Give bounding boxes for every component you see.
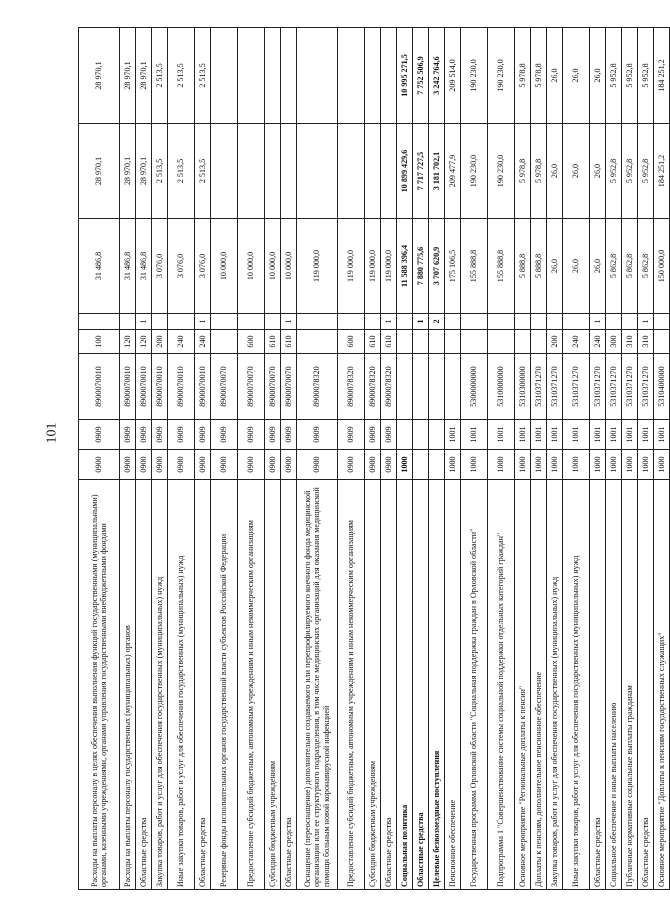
funding-source-cell: 1 (136, 314, 152, 330)
expense-type-cell: 610 (281, 330, 297, 354)
target-article-cell: 8900070010 (120, 354, 136, 420)
amount-year1-cell: 5 888,8 (515, 219, 531, 314)
row-name-cell: Государственная программа Орловской области "Социальная поддержка граждан в Орловской области" (461, 480, 488, 890)
row-name-cell: Иные закупки товаров, работ и услуг для обеспечения государственных (муниципальных) нужд (563, 480, 590, 890)
ministry-code-cell: 1000 (622, 450, 638, 480)
expense-type-cell: 240 (168, 330, 195, 354)
target-article-cell: 8900070010 (136, 354, 152, 420)
amount-year3-cell: 10 995 271,5 (397, 28, 413, 124)
budget-table (78, 27, 670, 890)
target-article-cell: 8900070010 (168, 354, 195, 420)
target-article-cell: 8900070010 (195, 354, 211, 420)
row-name-cell: Иные закупки товаров, работ и услуг для обеспечения государственных (муниципальных) нужд (168, 480, 195, 890)
ministry-code-cell: 0900 (79, 450, 120, 480)
target-article-cell: 8900078320 (338, 354, 365, 420)
ministry-code-cell: 0900 (136, 450, 152, 480)
funding-source-cell (547, 314, 563, 330)
expense-type-cell (413, 330, 429, 354)
amount-year1-cell: 26,0 (563, 219, 590, 314)
table-row (461, 28, 488, 890)
amount-year3-cell: 184 251,2 (654, 28, 670, 124)
amount-year3-cell: 2 513,5 (168, 28, 195, 124)
expense-type-cell (445, 330, 461, 354)
amount-year1-cell: 10 000,0 (265, 219, 281, 314)
row-name-cell: Закупка товаров, работ и услуг для обеспечения государственных (муниципальных) нужд (547, 480, 563, 890)
expense-type-cell (531, 330, 547, 354)
ministry-code-cell: 1000 (547, 450, 563, 480)
ministry-code-cell (429, 450, 445, 480)
amount-year3-cell: 26,0 (590, 28, 606, 124)
target-article-cell: 5310400000 (654, 354, 670, 420)
amount-year3-cell (238, 28, 265, 124)
row-name-cell: Социальное обеспечение и иные выплаты населению (606, 480, 622, 890)
row-name-cell: Предоставление субсидий бюджетным, автономным учреждениям и иным некоммерческим организациям (338, 480, 365, 890)
amount-year2-cell: 28 970,1 (136, 124, 152, 219)
table-row (152, 28, 168, 890)
funding-source-cell (515, 314, 531, 330)
ministry-code-cell: 1000 (461, 450, 488, 480)
section-code-cell: 1001 (515, 420, 531, 450)
funding-source-cell: 1 (381, 314, 397, 330)
ministry-code-cell: 0900 (265, 450, 281, 480)
amount-year1-cell: 11 588 396,4 (397, 219, 413, 314)
target-article-cell: 8900078320 (381, 354, 397, 420)
expense-type-cell: 610 (265, 330, 281, 354)
table-row (590, 28, 606, 890)
funding-source-cell (365, 314, 381, 330)
ministry-code-cell: 0900 (238, 450, 265, 480)
table-row (365, 28, 381, 890)
row-name-cell: Предоставление субсидий бюджетным, автономным учреждениям и иным некоммерческим организациям (238, 480, 265, 890)
amount-year3-cell: 7 752 506,9 (413, 28, 429, 124)
section-code-cell: 0909 (381, 420, 397, 450)
row-name-cell: Оснащение (переоснащение) дополнительно создаваемого или перепрофилируемого коечного фонда медицинской организации или ее структурного подразделения, в том числе медицинских организаций для оказания медицинской помощи больным новой коронавирусной инфекцией (297, 480, 338, 890)
target-article-cell: 8900070070 (238, 354, 265, 420)
amount-year1-cell: 31 486,8 (136, 219, 152, 314)
amount-year3-cell: 190 230,0 (461, 28, 488, 124)
table-row (563, 28, 590, 890)
expense-type-cell: 310 (638, 330, 654, 354)
amount-year2-cell: 5 952,8 (622, 124, 638, 219)
amount-year3-cell: 28 970,1 (120, 28, 136, 124)
section-code-cell: 0909 (136, 420, 152, 450)
expense-type-cell: 120 (136, 330, 152, 354)
row-name-cell: Социальная политика (397, 480, 413, 890)
expense-type-cell: 310 (622, 330, 638, 354)
amount-year1-cell: 3 076,0 (152, 219, 168, 314)
amount-year3-cell: 5 952,8 (622, 28, 638, 124)
row-name-cell: Субсидии бюджетным учреждениям (365, 480, 381, 890)
table-row (547, 28, 563, 890)
amount-year3-cell: 3 242 764,6 (429, 28, 445, 124)
amount-year1-cell: 5 862,8 (638, 219, 654, 314)
table-row (488, 28, 515, 890)
amount-year2-cell (338, 124, 365, 219)
section-code-cell: 1001 (461, 420, 488, 450)
section-code-cell: 0909 (79, 420, 120, 450)
page-number: 101 (44, 422, 60, 444)
section-code-cell: 0909 (365, 420, 381, 450)
section-code-cell: 1001 (547, 420, 563, 450)
ministry-code-cell: 0900 (381, 450, 397, 480)
row-name-cell: Целевые безвозмездные поступления (429, 480, 445, 890)
amount-year1-cell: 155 888,8 (461, 219, 488, 314)
table-row (622, 28, 638, 890)
expense-type-cell (488, 330, 515, 354)
funding-source-cell (79, 314, 120, 330)
table-row (515, 28, 531, 890)
ministry-code-cell: 1000 (590, 450, 606, 480)
target-article-cell: 5310371270 (547, 354, 563, 420)
funding-source-cell (461, 314, 488, 330)
amount-year2-cell: 26,0 (547, 124, 563, 219)
row-name-cell: Областные средства (195, 480, 211, 890)
target-article-cell: 8900070010 (79, 354, 120, 420)
ministry-code-cell: 1000 (654, 450, 670, 480)
row-name-cell: Субсидии бюджетным учреждениям (265, 480, 281, 890)
amount-year3-cell: 5 952,8 (606, 28, 622, 124)
amount-year1-cell: 10 000,0 (281, 219, 297, 314)
funding-source-cell (211, 314, 238, 330)
funding-source-cell: 1 (195, 314, 211, 330)
table-row (606, 28, 622, 890)
section-code-cell: 1001 (622, 420, 638, 450)
ministry-code-cell: 1000 (397, 450, 413, 480)
section-code-cell: 0909 (297, 420, 338, 450)
amount-year1-cell: 119 000,0 (365, 219, 381, 314)
row-name-cell: Публичные нормативные социальные выплаты гражданам (622, 480, 638, 890)
amount-year2-cell: 3 181 702,1 (429, 124, 445, 219)
amount-year3-cell (338, 28, 365, 124)
section-code-cell: 1001 (638, 420, 654, 450)
expense-type-cell: 100 (79, 330, 120, 354)
ministry-code-cell: 1000 (515, 450, 531, 480)
table-row (531, 28, 547, 890)
amount-year2-cell: 2 513,5 (195, 124, 211, 219)
target-article-cell: 8900078320 (297, 354, 338, 420)
target-article-cell: 5310371270 (531, 354, 547, 420)
table-row (413, 28, 429, 890)
row-name-cell: Областные средства (381, 480, 397, 890)
funding-source-cell (297, 314, 338, 330)
section-code-cell (429, 420, 445, 450)
amount-year1-cell: 31 486,8 (120, 219, 136, 314)
amount-year2-cell: 184 251,2 (654, 124, 670, 219)
target-article-cell: 5300000000 (461, 354, 488, 420)
funding-source-cell (152, 314, 168, 330)
amount-year1-cell: 155 888,8 (488, 219, 515, 314)
amount-year1-cell: 119 000,0 (338, 219, 365, 314)
funding-source-cell (445, 314, 461, 330)
amount-year1-cell: 10 000,0 (238, 219, 265, 314)
amount-year3-cell (211, 28, 238, 124)
table-row (638, 28, 654, 890)
amount-year2-cell (265, 124, 281, 219)
expense-type-cell (297, 330, 338, 354)
funding-source-cell (238, 314, 265, 330)
funding-source-cell: 2 (429, 314, 445, 330)
funding-source-cell (622, 314, 638, 330)
section-code-cell: 0909 (168, 420, 195, 450)
amount-year3-cell: 2 513,5 (152, 28, 168, 124)
funding-source-cell: 1 (638, 314, 654, 330)
row-name-cell: Областные средства (136, 480, 152, 890)
row-name-cell: Резервные фонды исполнительных органов государственной власти субъектов Российской Федерации (211, 480, 238, 890)
funding-source-cell (563, 314, 590, 330)
ministry-code-cell: 0900 (297, 450, 338, 480)
amount-year1-cell: 3 707 620,9 (429, 219, 445, 314)
amount-year2-cell (238, 124, 265, 219)
funding-source-cell (168, 314, 195, 330)
amount-year2-cell: 2 513,5 (152, 124, 168, 219)
section-code-cell: 0909 (152, 420, 168, 450)
expense-type-cell (654, 330, 670, 354)
ministry-code-cell: 0900 (152, 450, 168, 480)
amount-year3-cell: 5 978,8 (531, 28, 547, 124)
table-row (120, 28, 136, 890)
ministry-code-cell: 1000 (638, 450, 654, 480)
table-row (381, 28, 397, 890)
amount-year1-cell: 175 106,5 (445, 219, 461, 314)
funding-source-cell: 1 (590, 314, 606, 330)
table-row (338, 28, 365, 890)
amount-year3-cell: 190 230,0 (488, 28, 515, 124)
amount-year2-cell: 7 717 727,5 (413, 124, 429, 219)
section-code-cell: 0909 (211, 420, 238, 450)
row-name-cell: Областные средства (281, 480, 297, 890)
amount-year3-cell: 209 514,0 (445, 28, 461, 124)
table-row (281, 28, 297, 890)
amount-year1-cell: 5 862,8 (622, 219, 638, 314)
ministry-code-cell: 0900 (195, 450, 211, 480)
table-row (195, 28, 211, 890)
ministry-code-cell: 0900 (338, 450, 365, 480)
amount-year2-cell: 190 230,0 (488, 124, 515, 219)
table-row (397, 28, 413, 890)
target-article-cell: 5310371270 (590, 354, 606, 420)
amount-year1-cell: 119 000,0 (297, 219, 338, 314)
amount-year2-cell: 190 230,0 (461, 124, 488, 219)
target-article-cell: 8900070010 (152, 354, 168, 420)
amount-year2-cell: 209 477,9 (445, 124, 461, 219)
amount-year3-cell: 28 970,1 (79, 28, 120, 124)
table-row (265, 28, 281, 890)
expense-type-cell: 600 (238, 330, 265, 354)
amount-year2-cell (365, 124, 381, 219)
table-body (79, 28, 670, 890)
section-code-cell: 0909 (281, 420, 297, 450)
amount-year2-cell: 28 970,1 (120, 124, 136, 219)
section-code-cell (413, 420, 429, 450)
amount-year3-cell: 28 970,1 (136, 28, 152, 124)
funding-source-cell (338, 314, 365, 330)
expense-type-cell (211, 330, 238, 354)
ministry-code-cell: 1000 (531, 450, 547, 480)
amount-year2-cell: 5 978,8 (531, 124, 547, 219)
row-name-cell: Основное мероприятие "Доплаты к пенсиям государственных служащих" (654, 480, 670, 890)
amount-year1-cell: 5 888,8 (531, 219, 547, 314)
amount-year3-cell (281, 28, 297, 124)
amount-year1-cell: 3 076,0 (168, 219, 195, 314)
target-article-cell: 8900070070 (211, 354, 238, 420)
target-article-cell (397, 354, 413, 420)
expense-type-cell: 300 (606, 330, 622, 354)
row-name-cell: Подпрограмма 1 "Совершенствование системы социальной поддержки отдельных категорий граждан" (488, 480, 515, 890)
target-article-cell (413, 354, 429, 420)
table-row (654, 28, 670, 890)
amount-year2-cell (381, 124, 397, 219)
amount-year1-cell: 5 862,8 (606, 219, 622, 314)
amount-year2-cell: 10 899 429,6 (397, 124, 413, 219)
expense-type-cell: 240 (590, 330, 606, 354)
amount-year3-cell (365, 28, 381, 124)
amount-year1-cell: 3 076,0 (195, 219, 211, 314)
expense-type-cell (461, 330, 488, 354)
rotated-table-container (78, 28, 670, 890)
row-name-cell: Областные средства (413, 480, 429, 890)
row-name-cell: Расходы на выплаты персоналу государственных (муниципальных) органов (120, 480, 136, 890)
amount-year2-cell (297, 124, 338, 219)
expense-type-cell: 120 (120, 330, 136, 354)
ministry-code-cell: 0900 (365, 450, 381, 480)
section-code-cell: 0909 (338, 420, 365, 450)
amount-year3-cell (381, 28, 397, 124)
row-name-cell: Закупка товаров, работ и услуг для обеспечения государственных (муниципальных) нужд (152, 480, 168, 890)
section-code-cell (397, 420, 413, 450)
ministry-code-cell: 1000 (563, 450, 590, 480)
section-code-cell: 1001 (590, 420, 606, 450)
expense-type-cell: 600 (338, 330, 365, 354)
target-article-cell: 8900070070 (281, 354, 297, 420)
target-article-cell: 5310371270 (622, 354, 638, 420)
table-row (79, 28, 120, 890)
section-code-cell: 1001 (488, 420, 515, 450)
expense-type-cell: 200 (547, 330, 563, 354)
expense-type-cell (429, 330, 445, 354)
ministry-code-cell: 1000 (606, 450, 622, 480)
section-code-cell: 0909 (265, 420, 281, 450)
table-row (238, 28, 265, 890)
funding-source-cell: 1 (413, 314, 429, 330)
table-row (429, 28, 445, 890)
amount-year1-cell: 26,0 (547, 219, 563, 314)
amount-year2-cell: 2 513,5 (168, 124, 195, 219)
row-name-cell: Областные средства (590, 480, 606, 890)
amount-year1-cell: 10 000,0 (211, 219, 238, 314)
target-article-cell: 5310371270 (638, 354, 654, 420)
target-article-cell (445, 354, 461, 420)
expense-type-cell (397, 330, 413, 354)
target-article-cell (429, 354, 445, 420)
target-article-cell: 8900070070 (265, 354, 281, 420)
table-row (211, 28, 238, 890)
amount-year2-cell: 5 978,8 (515, 124, 531, 219)
amount-year2-cell: 5 952,8 (606, 124, 622, 219)
amount-year1-cell: 26,0 (590, 219, 606, 314)
ministry-code-cell: 1000 (445, 450, 461, 480)
amount-year2-cell: 26,0 (563, 124, 590, 219)
amount-year3-cell: 5 978,8 (515, 28, 531, 124)
funding-source-cell (120, 314, 136, 330)
table-row (168, 28, 195, 890)
amount-year3-cell: 5 952,8 (638, 28, 654, 124)
row-name-cell: Доплаты к пенсиям, дополнительное пенсионное обеспечение (531, 480, 547, 890)
section-code-cell: 0909 (120, 420, 136, 450)
amount-year1-cell: 7 880 775,6 (413, 219, 429, 314)
ministry-code-cell: 1000 (488, 450, 515, 480)
funding-source-cell (606, 314, 622, 330)
target-article-cell: 8900078320 (365, 354, 381, 420)
amount-year1-cell: 31 486,8 (79, 219, 120, 314)
funding-source-cell (265, 314, 281, 330)
amount-year2-cell: 26,0 (590, 124, 606, 219)
row-name-cell: Пенсионное обеспечение (445, 480, 461, 890)
expense-type-cell: 240 (195, 330, 211, 354)
row-name-cell: Основное мероприятие "Региональные доплаты к пенсии" (515, 480, 531, 890)
funding-source-cell: 1 (281, 314, 297, 330)
amount-year1-cell: 119 000,0 (381, 219, 397, 314)
ministry-code-cell (413, 450, 429, 480)
target-article-cell: 5310000000 (488, 354, 515, 420)
funding-source-cell (654, 314, 670, 330)
amount-year3-cell (297, 28, 338, 124)
section-code-cell: 0909 (238, 420, 265, 450)
amount-year3-cell (265, 28, 281, 124)
target-article-cell: 5310371270 (563, 354, 590, 420)
expense-type-cell (515, 330, 531, 354)
amount-year3-cell: 26,0 (563, 28, 590, 124)
expense-type-cell: 240 (563, 330, 590, 354)
section-code-cell: 1001 (531, 420, 547, 450)
funding-source-cell (488, 314, 515, 330)
expense-type-cell: 610 (381, 330, 397, 354)
ministry-code-cell: 0900 (168, 450, 195, 480)
expense-type-cell: 610 (365, 330, 381, 354)
amount-year2-cell: 28 970,1 (79, 124, 120, 219)
target-article-cell: 5310300000 (515, 354, 531, 420)
section-code-cell: 1001 (654, 420, 670, 450)
row-name-cell: Областные средства (638, 480, 654, 890)
amount-year2-cell (281, 124, 297, 219)
ministry-code-cell: 0900 (120, 450, 136, 480)
ministry-code-cell: 0900 (281, 450, 297, 480)
amount-year1-cell: 150 000,0 (654, 219, 670, 314)
table-row (445, 28, 461, 890)
amount-year3-cell: 26,0 (547, 28, 563, 124)
section-code-cell: 1001 (606, 420, 622, 450)
row-name-cell: Расходы на выплаты персоналу в целях обеспечения выполнения функций государственными (муниципальными) органами, казенными учреждениями, органами управления государственными внебюджетными фондами (79, 480, 120, 890)
amount-year2-cell (211, 124, 238, 219)
amount-year3-cell: 2 513,5 (195, 28, 211, 124)
ministry-code-cell: 0900 (211, 450, 238, 480)
expense-type-cell: 200 (152, 330, 168, 354)
amount-year2-cell: 5 952,8 (638, 124, 654, 219)
table-row (297, 28, 338, 890)
section-code-cell: 1001 (563, 420, 590, 450)
section-code-cell: 1001 (445, 420, 461, 450)
section-code-cell: 0909 (195, 420, 211, 450)
funding-source-cell (397, 314, 413, 330)
funding-source-cell (531, 314, 547, 330)
target-article-cell: 5310371270 (606, 354, 622, 420)
table-row (136, 28, 152, 890)
